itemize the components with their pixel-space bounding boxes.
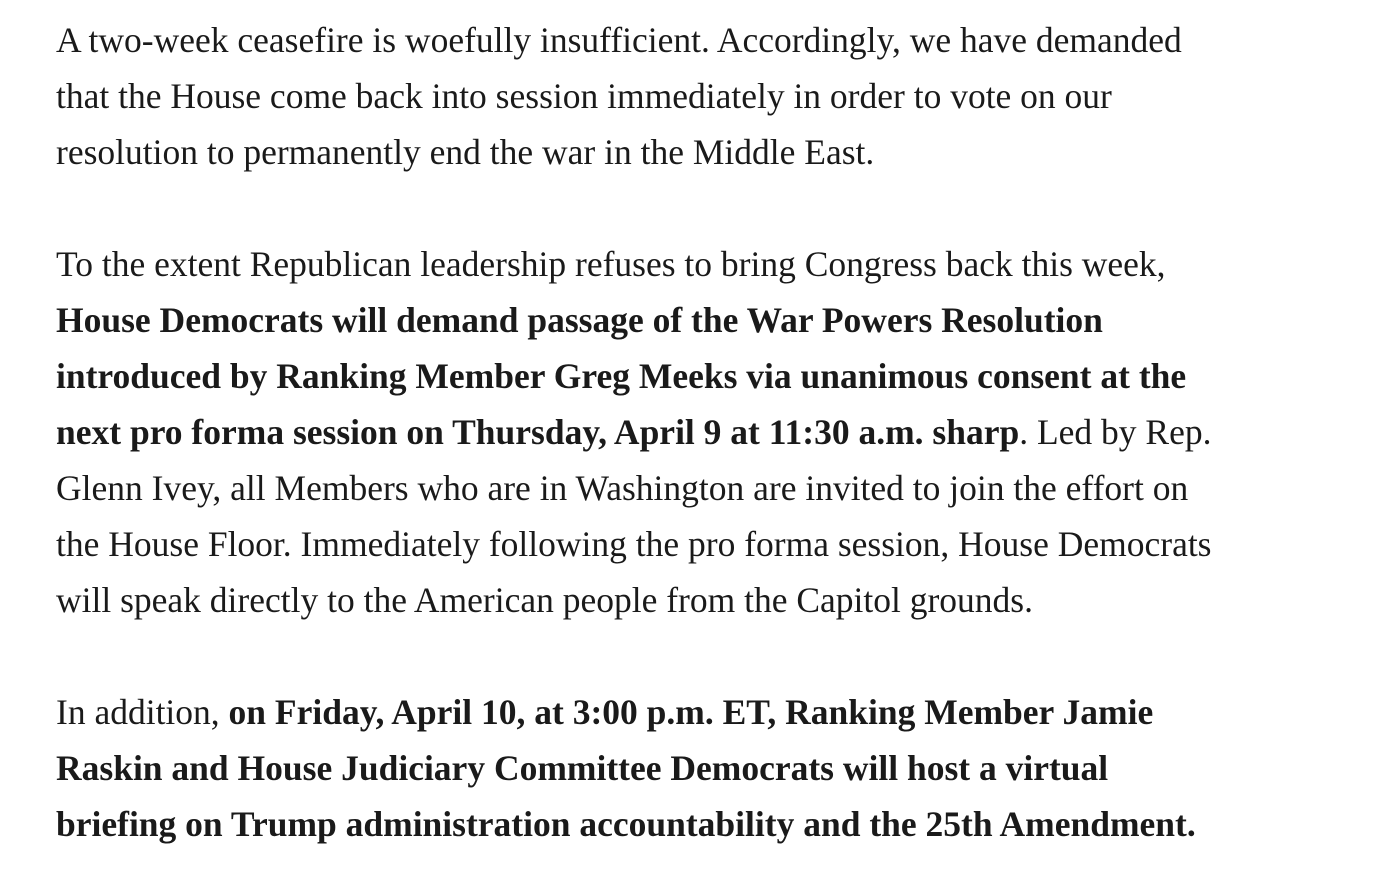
- text-line: [56, 236, 1356, 292]
- text-run: resolution to permanently end the war in the Middle East.: [56, 132, 875, 172]
- text-line: [56, 124, 1356, 180]
- text-run: A two-week ceasefire is woefully insufficient. Accordingly, we have demanded: [56, 20, 1182, 60]
- text-line: [56, 68, 1356, 124]
- bold-text-run: next pro forma session on Thursday, April 9 at 11:30 a.m. sharp: [56, 412, 1020, 452]
- bold-text-run: House Democrats will demand passage of the War Powers Resolution: [56, 300, 1103, 340]
- text-run: that the House come back into session immediately in order to vote on our: [56, 76, 1112, 116]
- bold-text-run: Raskin and House Judiciary Committee Democrats will host a virtual: [56, 748, 1109, 788]
- text-line: [56, 348, 1356, 404]
- text-run: . Led by Rep.: [1019, 412, 1212, 452]
- bold-text-run: introduced by Ranking Member Greg Meeks via unanimous consent at the: [56, 356, 1187, 396]
- paragraph-war-powers: [56, 236, 1356, 628]
- text-run: will speak directly to the American people from the Capitol grounds.: [56, 580, 1033, 620]
- text-line: [56, 460, 1356, 516]
- text-run: the House Floor. Immediately following the pro forma session, House Democrats: [56, 524, 1212, 564]
- text-run: Glenn Ivey, all Members who are in Washington are invited to join the effort on: [56, 468, 1189, 508]
- paragraph-ceasefire: [56, 12, 1356, 180]
- text-line: [56, 292, 1356, 348]
- bold-text-run: briefing on Trump administration accountability and the 25th Amendment.: [56, 804, 1196, 844]
- text-line: [56, 12, 1356, 68]
- document-body: [56, 12, 1356, 852]
- text-line: [56, 404, 1356, 460]
- bold-text-run: on Friday, April 10, at 3:00 p.m. ET, Ranking Member Jamie: [228, 692, 1154, 732]
- text-line: [56, 796, 1356, 852]
- text-line: [56, 740, 1356, 796]
- text-line: [56, 684, 1356, 740]
- paragraph-briefing: [56, 684, 1356, 852]
- text-line: [56, 572, 1356, 628]
- text-line: [56, 516, 1356, 572]
- text-run: In addition,: [56, 692, 229, 732]
- text-run: To the extent Republican leadership refuses to bring Congress back this week,: [56, 244, 1166, 284]
